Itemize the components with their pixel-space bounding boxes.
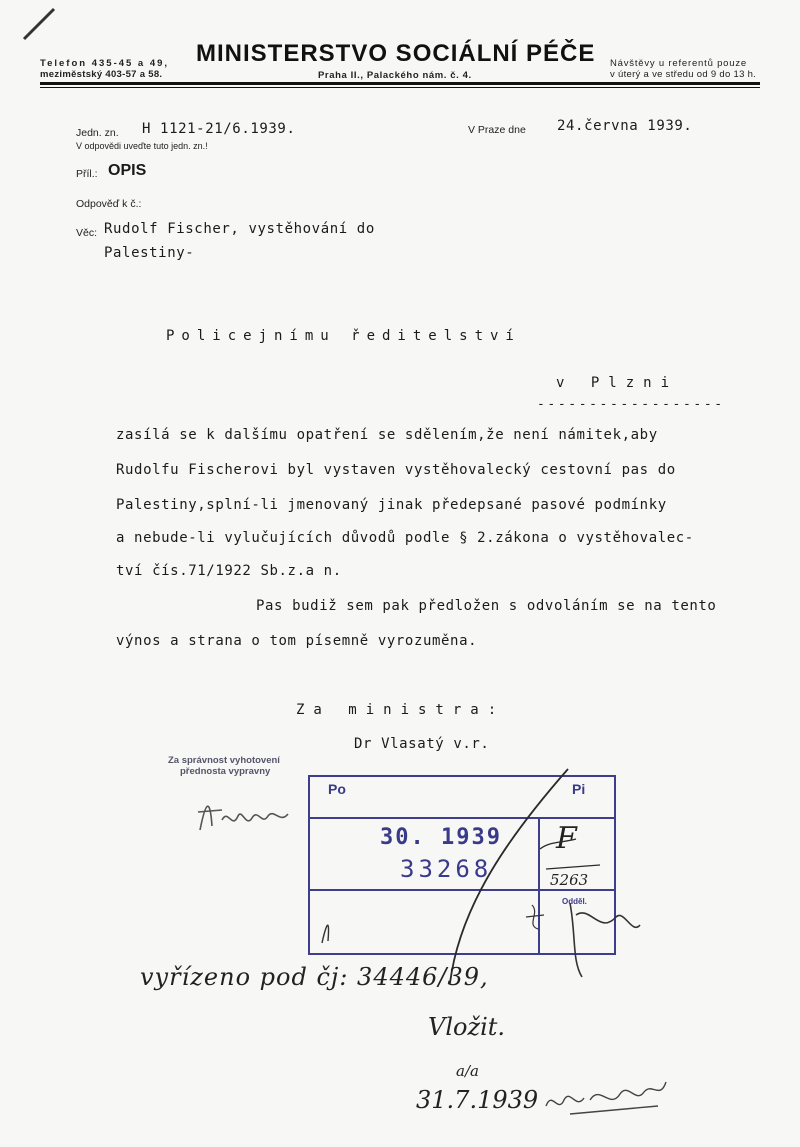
visits-line-2: v úterý a ve středu od 9 do 13 h.: [610, 69, 757, 80]
stamp-handwritten-f: F: [556, 821, 577, 856]
recipient-line-2: v Plzni: [556, 375, 679, 391]
handwritten-resolution: vyřízeno pod čj: 34446/39,: [140, 963, 489, 991]
recipient-underline: ------------------: [537, 397, 725, 412]
stamp-small-label: Odděl.: [562, 897, 587, 906]
letterhead-visits: [610, 58, 756, 80]
handwritten-aa: a/a: [456, 1062, 479, 1080]
side-stamp: [168, 755, 280, 777]
side-stamp-line-1: Za správnost vyhotovení: [168, 755, 280, 766]
letterhead-rule-thin: [40, 87, 760, 88]
vec-label: Věc:: [76, 227, 98, 239]
ministry-address: Praha II., Palackého nám. č. 4.: [318, 70, 472, 81]
side-stamp-line-2: přednosta vypravny: [180, 766, 271, 777]
vec-line-1: Rudolf Fischer, vystěhování do: [104, 221, 375, 237]
stamp-top-left: Po: [328, 781, 346, 797]
handwritten-signature-paraph: [540, 1070, 680, 1130]
pen-stroke-mark: [10, 5, 60, 50]
jedn-label: Jedn. zn.: [76, 127, 119, 139]
place-date-label: V Praze dne: [468, 124, 526, 136]
phone-line-1: Telefon 435-45 a 49,: [40, 58, 170, 69]
ministry-title: MINISTERSTVO SOCIÁLNÍ PÉČE: [196, 40, 596, 67]
vec-line-2: Palestiny-: [104, 245, 195, 261]
signatory: Dr Vlasatý v.r.: [354, 736, 490, 752]
stamp-registry-number: 33268: [400, 855, 493, 883]
para1-line-3: Palestiny,splní-li jmenovaný jinak předepsané pasové podmínky: [116, 497, 667, 513]
jedn-note: V odpovědi uveďte tuto jedn. zn.!: [76, 141, 208, 151]
date-value: 24.června 1939.: [557, 118, 693, 134]
stamp-handwritten-ref: 5263: [550, 871, 589, 889]
letterhead-phone: [40, 58, 169, 80]
stamp-top-right: Pi: [572, 781, 586, 797]
para2-line-2: výnos a strana o tom písemně vyrozuměna.: [116, 633, 478, 649]
pril-label: Příl.:: [76, 168, 98, 180]
para1-line-1: zasílá se k dalšímu opatření se sdělením,že není námitek,aby: [116, 427, 658, 443]
closing-za-ministra: Za ministra:: [296, 702, 506, 718]
letterhead-rule-thick: [40, 82, 760, 85]
para1-line-4: a nebude-li vylučujících důvodů podle § 2.zákona o vystěhovalec-: [116, 530, 694, 546]
para1-line-2: Rudolfu Fischerovi byl vystaven vystěhovalecký cestovní pas do: [116, 462, 676, 478]
para1-line-5: tví čís.71/1922 Sb.z.a n.: [116, 563, 342, 579]
handwritten-vlozit: Vložit.: [428, 1013, 506, 1041]
stamp-date: 30. 1939: [380, 825, 502, 850]
odpoved-label: Odpověď k č.:: [76, 198, 142, 210]
side-stamp-signature: [188, 790, 308, 840]
para2-line-1: Pas budiž sem pak předložen s odvoláním se na tento: [256, 598, 717, 614]
pen-marks-overlay: [300, 765, 660, 995]
jedn-value: H 1121-21/6.1939.: [142, 121, 296, 137]
phone-line-2: meziměstský 403-57 a 58.: [40, 69, 163, 80]
recipient-line-1: Policejnímu ředitelství: [166, 328, 521, 344]
visits-line-1: Návštěvy u referentů pouze: [610, 58, 747, 69]
handwritten-date: 31.7.1939: [416, 1086, 539, 1114]
pril-value: OPIS: [108, 162, 147, 179]
